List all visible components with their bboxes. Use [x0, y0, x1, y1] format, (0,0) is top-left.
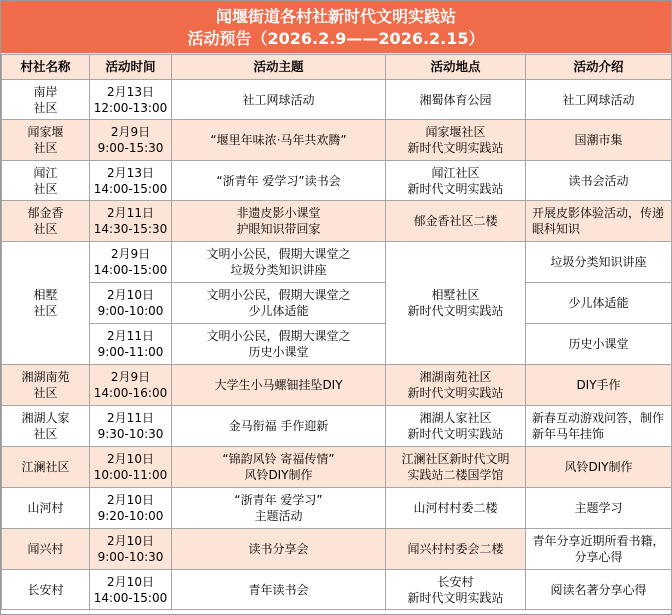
cell-theme: 社工网球活动: [172, 80, 386, 120]
header-place: 活动地点: [386, 55, 526, 80]
cell-name: 闻兴村: [2, 529, 90, 570]
table-row: [2, 406, 672, 447]
table-row: [2, 447, 672, 488]
cell-intro: 国潮市集: [526, 120, 672, 161]
cell-intro: 开展皮影体验活动，传递眼科知识: [526, 201, 672, 242]
table-row: [2, 201, 672, 242]
cell-intro: 新春互动游戏问答，制作新年马年挂饰: [526, 406, 672, 447]
cell-theme: 文明小公民，假期大课堂之 历史小课堂: [172, 324, 386, 365]
table-row: [2, 365, 672, 406]
table-row: [2, 120, 672, 161]
cell-place: 闻江社区 新时代文明实践站: [386, 161, 526, 201]
header-intro: 活动介绍: [526, 55, 672, 80]
cell-intro: 社工网球活动: [526, 80, 672, 120]
cell-theme: 青年读书会: [172, 570, 386, 610]
title-line-1: 闻堰街道各村社新时代文明实践站: [215, 7, 456, 26]
cell-intro: 读书会活动: [526, 161, 672, 201]
cell-time: 2月9日 14:00-16:00: [90, 365, 172, 406]
cell-time: 2月10日 10:00-11:00: [90, 447, 172, 488]
cell-place: 闻兴村村委会二楼: [386, 529, 526, 570]
title-line-2: 活动预告（2026.2.9——2026.2.15）: [187, 29, 485, 48]
table-row: [2, 570, 672, 610]
cell-time: 2月9日 14:00-15:00: [90, 242, 172, 283]
title-banner: [1, 1, 671, 53]
cell-name: 湘湖人家 社区: [2, 406, 90, 447]
cell-time: 2月10日 9:00-10:30: [90, 529, 172, 570]
cell-name: 郁金香 社区: [2, 201, 90, 242]
header-name: 村社名称: [2, 55, 90, 80]
cell-theme: “浙青年 爱学习”读书会: [172, 161, 386, 201]
cell-time: 2月10日 9:00-10:00: [90, 283, 172, 324]
cell-theme: 文明小公民，假期大课堂之 垃圾分类知识讲座: [172, 242, 386, 283]
cell-theme: 大学生小马螺钿挂坠DIY: [172, 365, 386, 406]
cell-intro: 历史小课堂: [526, 324, 672, 365]
cell-theme: “浙青年 爱学习” 主题活动: [172, 488, 386, 529]
cell-name: 闻家堰 社区: [2, 120, 90, 161]
cell-name: 湘湖南苑 社区: [2, 365, 90, 406]
table-row: [2, 488, 672, 529]
cell-theme: 文明小公民，假期大课堂之 少儿体适能: [172, 283, 386, 324]
table-row: [2, 80, 672, 120]
activity-table: [1, 54, 672, 610]
cell-theme: 非遗皮影小课堂 护眼知识带回家: [172, 201, 386, 242]
cell-time: 2月10日 14:00-15:00: [90, 570, 172, 610]
cell-name: 相墅 社区: [2, 242, 90, 365]
cell-name: 江澜社区: [2, 447, 90, 488]
cell-intro: 风铃DIY制作: [526, 447, 672, 488]
cell-time: 2月11日 9:00-11:00: [90, 324, 172, 365]
cell-place: 闻家堰社区 新时代文明实践站: [386, 120, 526, 161]
cell-intro: 主题学习: [526, 488, 672, 529]
cell-name: 山河村: [2, 488, 90, 529]
cell-intro: DIY手作: [526, 365, 672, 406]
cell-theme: 读书分享会: [172, 529, 386, 570]
cell-place: 江澜社区新时代文明 实践站二楼国学馆: [386, 447, 526, 488]
cell-place: 湘湖人家社区 新时代文明实践站: [386, 406, 526, 447]
table-row: [2, 529, 672, 570]
cell-place: 相墅社区 新时代文明实践站: [386, 242, 526, 365]
header-time: 活动时间: [90, 55, 172, 80]
cell-time: 2月9日 9:00-15:30: [90, 120, 172, 161]
cell-intro: 青年分享近期所看书籍，分享心得: [526, 529, 672, 570]
cell-intro: 少儿体适能: [526, 283, 672, 324]
cell-time: 2月10日 9:20-10:00: [90, 488, 172, 529]
cell-time: 2月11日 14:30-15:30: [90, 201, 172, 242]
cell-time: 2月13日 14:00-15:00: [90, 161, 172, 201]
cell-place: 湘蜀体育公园: [386, 80, 526, 120]
cell-name: 南岸 社区: [2, 80, 90, 120]
cell-theme: 金马衔福 手作迎新: [172, 406, 386, 447]
header-row: [2, 55, 672, 80]
table-row: [2, 161, 672, 201]
cell-place: 长安村 新时代文明实践站: [386, 570, 526, 610]
header-theme: 活动主题: [172, 55, 386, 80]
cell-place: 山河村村委二楼: [386, 488, 526, 529]
table-row: [2, 324, 672, 365]
cell-name: 长安村: [2, 570, 90, 610]
cell-theme: “堰里年味浓·马年共欢腾”: [172, 120, 386, 161]
table-row: [2, 283, 672, 324]
cell-intro: 阅读名著分享心得: [526, 570, 672, 610]
cell-name: 闻江 社区: [2, 161, 90, 201]
cell-place: 湘湖南苑社区 新时代文明实践站: [386, 365, 526, 406]
cell-place: 郁金香社区二楼: [386, 201, 526, 242]
cell-time: 2月13日 12:00-13:00: [90, 80, 172, 120]
cell-time: 2月11日 9:30-10:30: [90, 406, 172, 447]
cell-theme: “锦韵风铃 寄福传情” 风铃DIY制作: [172, 447, 386, 488]
cell-intro: 垃圾分类知识讲座: [526, 242, 672, 283]
table-row: [2, 242, 672, 283]
